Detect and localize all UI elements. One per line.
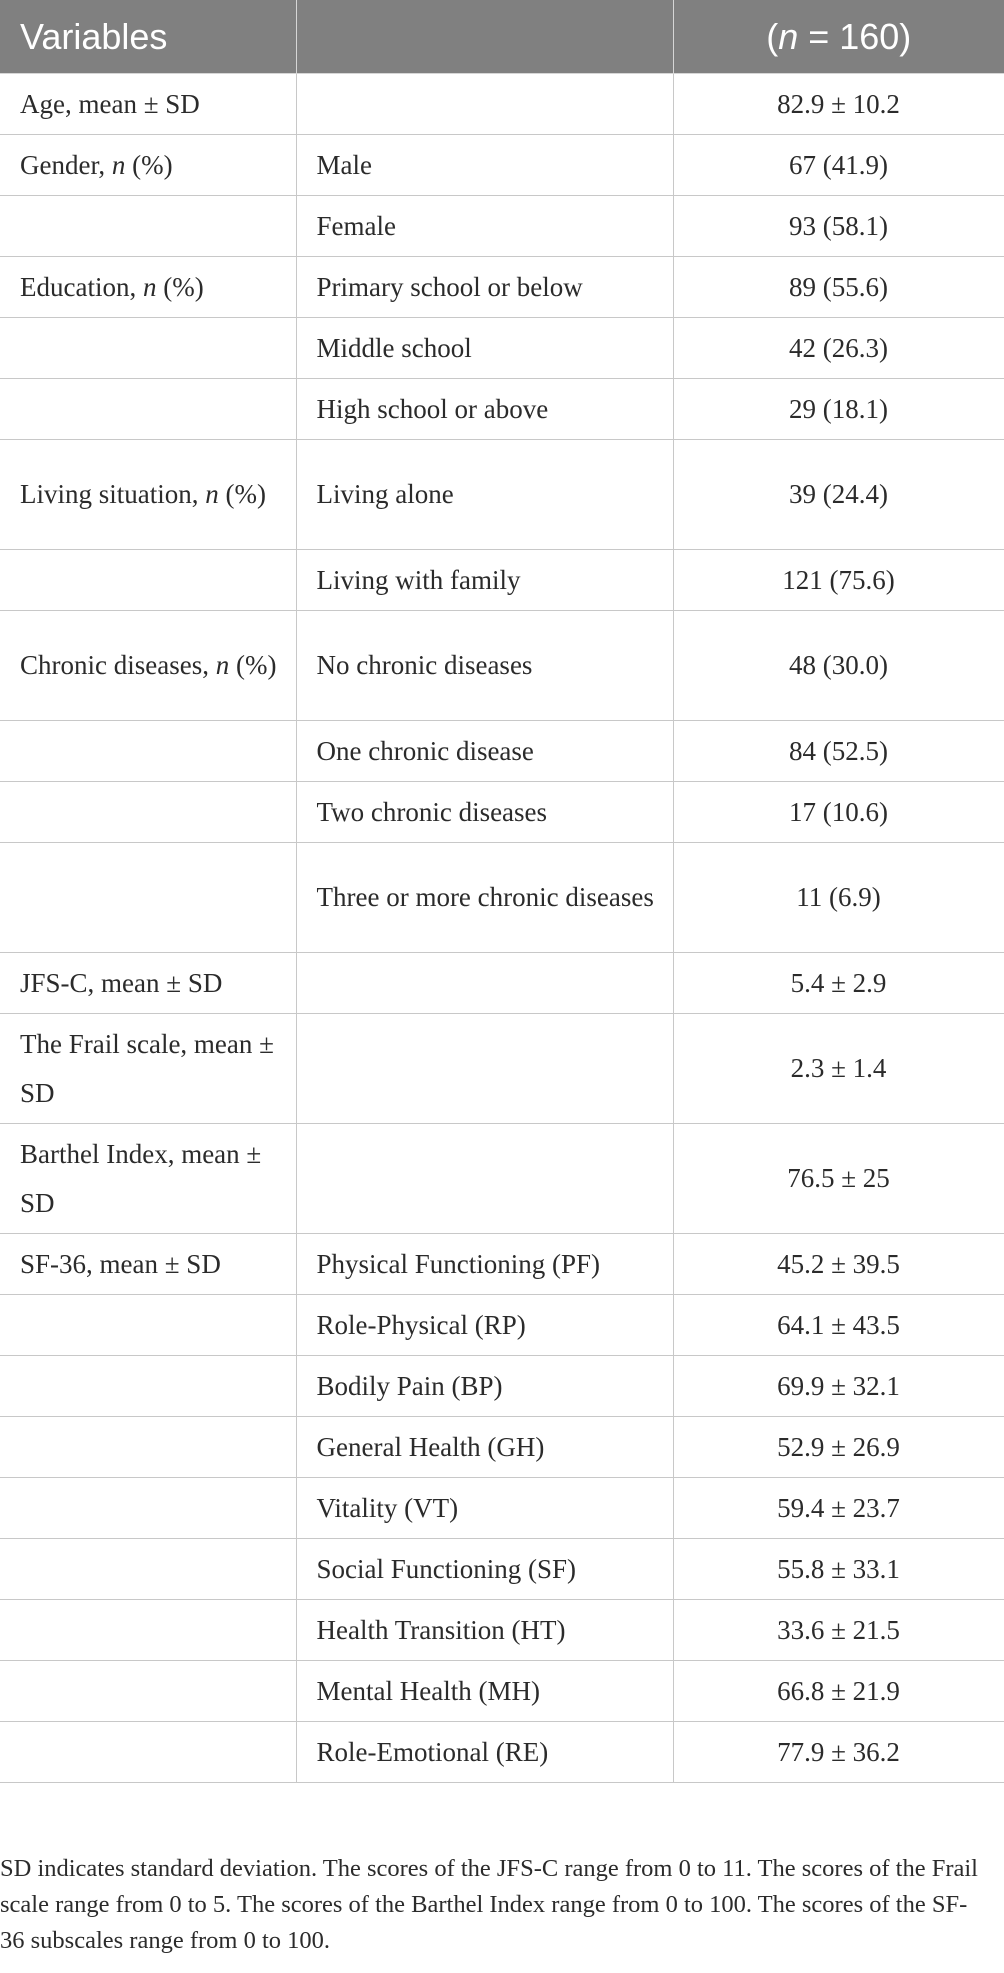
row-variable — [0, 550, 296, 611]
table-row — [0, 1295, 1004, 1356]
row-category — [296, 1124, 673, 1234]
table-row — [0, 782, 1004, 843]
row-category: Female — [296, 196, 673, 257]
row-value: 2.3 ± 1.4 — [673, 1014, 1004, 1124]
table-row — [0, 953, 1004, 1014]
header-blank — [296, 0, 673, 74]
row-category: Middle school — [296, 318, 673, 379]
row-category: Role-Physical (RP) — [296, 1295, 673, 1356]
row-variable — [0, 440, 296, 550]
row-category: Physical Functioning (PF) — [296, 1234, 673, 1295]
row-variable — [0, 379, 296, 440]
row-category — [296, 1014, 673, 1124]
row-variable — [0, 1417, 296, 1478]
row-category: Living alone — [296, 440, 673, 550]
row-value: 59.4 ± 23.7 — [673, 1478, 1004, 1539]
row-variable — [0, 1661, 296, 1722]
row-variable-post: (%) — [156, 272, 204, 302]
row-variable — [0, 843, 296, 953]
row-category: Vitality (VT) — [296, 1478, 673, 1539]
row-variable: SF-36, mean ± SD — [0, 1234, 296, 1295]
row-value: 64.1 ± 43.5 — [673, 1295, 1004, 1356]
row-variable-pre: Chronic diseases, — [20, 650, 216, 680]
table-row — [0, 135, 1004, 196]
row-variable — [0, 1539, 296, 1600]
table-row — [0, 550, 1004, 611]
table-row — [0, 1014, 1004, 1124]
row-category: Health Transition (HT) — [296, 1600, 673, 1661]
table-row — [0, 257, 1004, 318]
table-row — [0, 1661, 1004, 1722]
row-category: No chronic diseases — [296, 611, 673, 721]
row-variable — [0, 721, 296, 782]
row-category: High school or above — [296, 379, 673, 440]
table-row — [0, 440, 1004, 550]
row-category: General Health (GH) — [296, 1417, 673, 1478]
row-variable — [0, 1600, 296, 1661]
table-body — [0, 74, 1004, 1783]
row-variable-pre: Gender, — [20, 150, 112, 180]
row-category — [296, 953, 673, 1014]
row-value: 39 (24.4) — [673, 440, 1004, 550]
row-category: Role-Emotional (RE) — [296, 1722, 673, 1783]
row-variable — [0, 782, 296, 843]
header-sample-open: ( — [766, 15, 779, 57]
table-row — [0, 74, 1004, 135]
row-category — [296, 74, 673, 135]
table-row — [0, 1234, 1004, 1295]
header-sample-n: n — [778, 15, 799, 57]
row-category: Male — [296, 135, 673, 196]
table-row — [0, 1539, 1004, 1600]
row-value: 67 (41.9) — [673, 135, 1004, 196]
row-variable-post: (%) — [229, 650, 277, 680]
row-value: 82.9 ± 10.2 — [673, 74, 1004, 135]
table-header-row — [0, 0, 1004, 74]
row-value: 93 (58.1) — [673, 196, 1004, 257]
table-row — [0, 1478, 1004, 1539]
row-variable — [0, 611, 296, 721]
row-variable-n: n — [215, 650, 230, 680]
table-row — [0, 379, 1004, 440]
row-variable: Barthel Index, mean ± SD — [0, 1124, 296, 1234]
table-row — [0, 318, 1004, 379]
row-category: Bodily Pain (BP) — [296, 1356, 673, 1417]
row-value: 55.8 ± 33.1 — [673, 1539, 1004, 1600]
table-row — [0, 1417, 1004, 1478]
row-value: 48 (30.0) — [673, 611, 1004, 721]
row-variable — [0, 1722, 296, 1783]
row-value: 17 (10.6) — [673, 782, 1004, 843]
row-variable-post: (%) — [125, 150, 173, 180]
table-row — [0, 196, 1004, 257]
row-value: 33.6 ± 21.5 — [673, 1600, 1004, 1661]
table-row — [0, 1722, 1004, 1783]
row-category: Social Functioning (SF) — [296, 1539, 673, 1600]
row-value: 11 (6.9) — [673, 843, 1004, 953]
row-value: 5.4 ± 2.9 — [673, 953, 1004, 1014]
table-row — [0, 1600, 1004, 1661]
row-variable-post: (%) — [218, 479, 266, 509]
row-variable — [0, 257, 296, 318]
header-variables: Variables — [0, 0, 296, 74]
row-variable — [0, 135, 296, 196]
row-value: 52.9 ± 26.9 — [673, 1417, 1004, 1478]
table-row — [0, 721, 1004, 782]
row-value: 121 (75.6) — [673, 550, 1004, 611]
row-value: 89 (55.6) — [673, 257, 1004, 318]
table-row — [0, 843, 1004, 953]
row-category: Primary school or below — [296, 257, 673, 318]
row-variable: JFS-C, mean ± SD — [0, 953, 296, 1014]
row-value: 42 (26.3) — [673, 318, 1004, 379]
row-variable — [0, 1478, 296, 1539]
table-row — [0, 1356, 1004, 1417]
row-category: One chronic disease — [296, 721, 673, 782]
row-variable-pre: Living situation, — [20, 479, 206, 509]
row-value: 84 (52.5) — [673, 721, 1004, 782]
row-variable-n: n — [142, 272, 157, 302]
header-sample-size — [673, 0, 1004, 74]
row-value: 29 (18.1) — [673, 379, 1004, 440]
row-variable: The Frail scale, mean ± SD — [0, 1014, 296, 1124]
row-variable: Age, mean ± SD — [0, 74, 296, 135]
row-value: 69.9 ± 32.1 — [673, 1356, 1004, 1417]
row-category: Mental Health (MH) — [296, 1661, 673, 1722]
row-variable-pre: Education, — [20, 272, 143, 302]
row-value: 45.2 ± 39.5 — [673, 1234, 1004, 1295]
row-category: Three or more chronic diseases — [296, 843, 673, 953]
row-variable — [0, 1295, 296, 1356]
row-variable — [0, 318, 296, 379]
row-value: 76.5 ± 25 — [673, 1124, 1004, 1234]
table-row — [0, 611, 1004, 721]
row-value: 77.9 ± 36.2 — [673, 1722, 1004, 1783]
header-sample-rest: = 160) — [798, 15, 912, 57]
row-variable-n: n — [205, 479, 219, 509]
row-category: Living with family — [296, 550, 673, 611]
row-variable — [0, 196, 296, 257]
row-category: Two chronic diseases — [296, 782, 673, 843]
table-row — [0, 1124, 1004, 1234]
row-value: 66.8 ± 21.9 — [673, 1661, 1004, 1722]
row-variable — [0, 1356, 296, 1417]
table-footnote: SD indicates standard deviation. The scores of the JFS-C range from 0 to 11. The scores of the Frail scale range from 0 to 5. The scores of the Barthel Index range from 0 to 100. The scores of the SF-36 subscales range from 0 to 100. — [0, 1854, 978, 1954]
row-variable-n: n — [111, 150, 126, 180]
